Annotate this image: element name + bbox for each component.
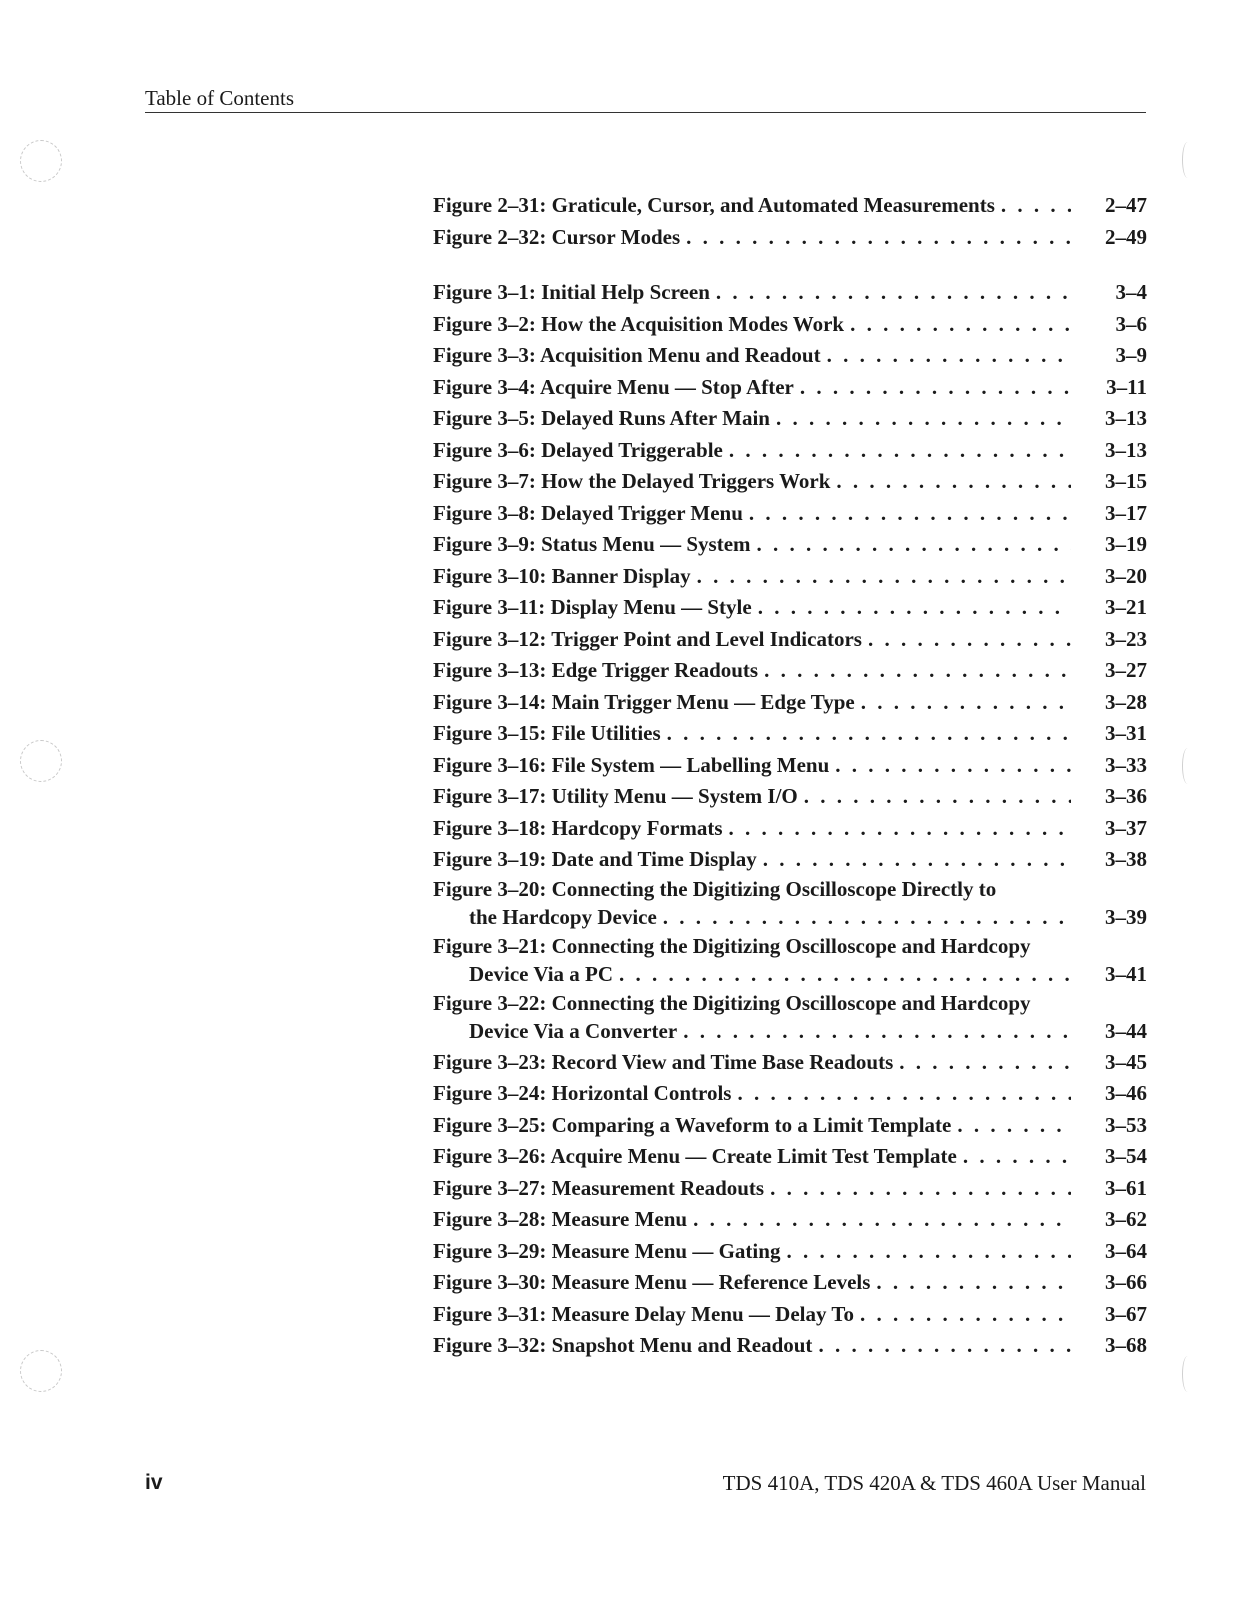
toc-entry-title: Figure 3–4: Acquire Menu — Stop After [433, 374, 794, 399]
toc-entry-multiline [433, 990, 1147, 1047]
dot-leader [758, 592, 1071, 624]
toc-entry-multiline [433, 933, 1147, 990]
dot-leader [835, 750, 1071, 782]
toc-entry-page: 3–44 [1105, 1018, 1147, 1043]
toc-entry-page: 2–49 [1105, 224, 1147, 249]
toc-entry-title: Figure 3–25: Comparing a Waveform to a Limit Template [433, 1112, 952, 1137]
toc-entry-page: 3–38 [1105, 847, 1147, 871]
toc-entry-page: 3–54 [1105, 1144, 1147, 1168]
toc-entry [433, 277, 1147, 309]
toc-entry-title: Figure 3–1: Initial Help Screen [433, 280, 710, 304]
toc-entry-title: Figure 3–3: Acquisition Menu and Readout [433, 343, 821, 367]
toc-entry-page: 3–20 [1105, 563, 1147, 588]
dot-leader [800, 372, 1071, 404]
dot-leader [963, 1141, 1071, 1173]
toc-entry-title: Figure 3–19: Date and Time Display [433, 847, 757, 871]
toc-entry-page: 3–67 [1105, 1301, 1147, 1326]
toc-entry-page: 3–53 [1105, 1112, 1147, 1137]
toc-entry-page: 3–36 [1105, 784, 1147, 808]
edge-mark-middle [1182, 748, 1193, 784]
punch-hole-bottom [20, 1350, 62, 1392]
toc-entry-title: Figure 3–24: Horizontal Controls [433, 1081, 732, 1105]
dot-leader [861, 687, 1071, 719]
dot-leader [957, 1110, 1071, 1142]
toc-entry-page: 3–31 [1105, 721, 1147, 745]
punch-hole-top [20, 140, 62, 182]
toc-entry-page: 3–9 [1115, 343, 1147, 367]
header-rule [145, 112, 1146, 113]
toc-entry-title: Figure 3–14: Main Trigger Menu — Edge Type [433, 689, 855, 714]
toc-entry-page: 3–39 [1105, 904, 1147, 929]
toc-entry-title: Figure 3–2: How the Acquisition Modes Work [433, 311, 845, 336]
toc-entry [433, 222, 1147, 254]
toc-entry [433, 529, 1147, 561]
toc-entry [433, 1299, 1147, 1331]
toc-entry-title-line2: the Hardcopy Device [469, 904, 657, 929]
dot-leader [716, 277, 1071, 309]
dot-leader [683, 1016, 1071, 1047]
toc-entry-title: Figure 3–6: Delayed Triggerable [433, 437, 723, 462]
dot-leader [763, 844, 1071, 876]
toc-entry-page: 3–23 [1105, 626, 1147, 651]
toc-entry-title-line1: Figure 3–21: Connecting the Digitizing Oscilloscope and Hardcopy [433, 933, 1031, 958]
toc-entry-page: 3–62 [1105, 1207, 1147, 1231]
group-gap [433, 253, 1147, 277]
toc-entry-page: 3–41 [1105, 961, 1147, 986]
toc-entry-title: Figure 2–32: Cursor Modes [433, 224, 681, 249]
dot-leader [770, 1173, 1071, 1205]
toc-entry-title: Figure 2–31: Graticule, Cursor, and Automated Measurements [433, 193, 995, 217]
dot-leader [697, 561, 1071, 593]
toc-entry [433, 718, 1147, 750]
dot-leader [804, 781, 1071, 813]
dot-leader [899, 1047, 1071, 1079]
toc-entry [433, 844, 1147, 876]
toc-entry-page: 3–46 [1105, 1081, 1147, 1105]
dot-leader [827, 340, 1071, 372]
toc-entry-page: 3–27 [1105, 658, 1147, 682]
toc-entry [433, 1204, 1147, 1236]
dot-leader [776, 403, 1071, 435]
toc-entry [433, 498, 1147, 530]
edge-mark-top [1182, 142, 1193, 178]
toc-entry-page: 2–47 [1105, 193, 1147, 217]
toc-entry-title-line2: Device Via a PC [469, 961, 614, 986]
toc-entry [433, 1141, 1147, 1173]
dot-leader [836, 466, 1071, 498]
toc-entry-page: 3–13 [1105, 437, 1147, 462]
toc-entry-page: 3–64 [1105, 1238, 1147, 1263]
dot-leader [757, 529, 1071, 561]
toc-entry [433, 1330, 1147, 1362]
toc-entry-title: Figure 3–17: Utility Menu — System I/O [433, 784, 798, 808]
toc-entry-title-line2: Device Via a Converter [469, 1018, 678, 1043]
toc-entry-page: 3–4 [1115, 280, 1147, 304]
toc-group-chapter-3 [433, 277, 1147, 876]
toc-entry [433, 1078, 1147, 1110]
toc-entry-page: 3–66 [1105, 1270, 1147, 1294]
dot-leader [737, 1078, 1071, 1110]
toc-entry-multiline [433, 876, 1147, 933]
toc-entry [433, 309, 1147, 341]
toc-entry [433, 435, 1147, 467]
dot-leader [667, 718, 1071, 750]
toc-entry-title: Figure 3–23: Record View and Time Base Readouts [433, 1049, 894, 1074]
toc-entry [433, 1047, 1147, 1079]
toc-entry-title: Figure 3–31: Measure Delay Menu — Delay To [433, 1301, 854, 1326]
manual-title: TDS 410A, TDS 420A & TDS 460A User Manual [722, 1471, 1146, 1495]
toc-entry-page: 3–61 [1105, 1175, 1147, 1200]
toc-entry [433, 1110, 1147, 1142]
toc-entry [433, 655, 1147, 687]
toc-entry [433, 372, 1147, 404]
dot-leader [693, 1204, 1071, 1236]
toc-entry-title: Figure 3–5: Delayed Runs After Main [433, 406, 770, 430]
toc-entry-title: Figure 3–12: Trigger Point and Level Indicators [433, 626, 862, 651]
toc-entry-page: 3–28 [1105, 689, 1147, 714]
toc-entry-title: Figure 3–29: Measure Menu — Gating [433, 1238, 781, 1263]
toc-entry-title: Figure 3–8: Delayed Trigger Menu [433, 500, 743, 525]
dot-leader [729, 435, 1071, 467]
dot-leader [764, 655, 1071, 687]
toc-entry-title: Figure 3–13: Edge Trigger Readouts [433, 658, 759, 682]
toc-entry-page: 3–21 [1105, 595, 1147, 619]
toc-entry-title: Figure 3–30: Measure Menu — Reference Levels [433, 1270, 871, 1294]
toc-entry [433, 592, 1147, 624]
toc-entry-title: Figure 3–11: Display Menu — Style [433, 595, 752, 619]
toc-entry-page: 3–17 [1105, 500, 1147, 525]
toc-entry-page: 3–68 [1105, 1333, 1147, 1357]
toc-entry [433, 466, 1147, 498]
toc-entry-page: 3–11 [1106, 374, 1147, 399]
toc-entry [433, 813, 1147, 845]
toc-entry [433, 1267, 1147, 1299]
dot-leader [619, 959, 1071, 990]
toc-entry-title: Figure 3–27: Measurement Readouts [433, 1175, 765, 1200]
toc-entry-title-line1: Figure 3–20: Connecting the Digitizing Oscilloscope Directly to [433, 876, 997, 901]
toc-entry-page: 3–45 [1105, 1049, 1147, 1074]
toc-entry [433, 1236, 1147, 1268]
running-head: Table of Contents [145, 86, 294, 110]
toc-entry-title: Figure 3–9: Status Menu — System [433, 532, 751, 556]
toc-entry-title: Figure 3–32: Snapshot Menu and Readout [433, 1333, 813, 1357]
toc-entry [433, 750, 1147, 782]
dot-leader [850, 309, 1071, 341]
dot-leader [729, 813, 1072, 845]
dot-leader [868, 624, 1071, 656]
toc-entry [433, 561, 1147, 593]
toc-entry-title: Figure 3–18: Hardcopy Formats [433, 815, 723, 840]
toc-entry-title-line1: Figure 3–22: Connecting the Digitizing Oscilloscope and Hardcopy [433, 990, 1031, 1015]
toc-group-chapter-2 [433, 190, 1147, 253]
dot-leader [686, 222, 1071, 254]
toc-entry [433, 687, 1147, 719]
toc-entry [433, 624, 1147, 656]
toc-entry [433, 1173, 1147, 1205]
toc-entry-line2 [433, 1016, 1147, 1047]
toc-entry-title: Figure 3–15: File Utilities [433, 721, 661, 745]
toc-entry-title: Figure 3–10: Banner Display [433, 563, 691, 588]
edge-mark-bottom [1182, 1356, 1193, 1392]
toc-entry [433, 190, 1147, 222]
dot-leader [1001, 190, 1071, 222]
toc-entry-line2 [433, 902, 1147, 933]
toc-entry-title: Figure 3–16: File System — Labelling Menu [433, 752, 830, 777]
dot-leader [818, 1330, 1071, 1362]
dot-leader [786, 1236, 1071, 1268]
toc-entry-title: Figure 3–28: Measure Menu [433, 1207, 688, 1231]
toc-entry-page: 3–6 [1115, 311, 1147, 336]
toc-entry-page: 3–15 [1105, 469, 1147, 493]
punch-hole-middle [20, 740, 62, 782]
toc-entry-title: Figure 3–7: How the Delayed Triggers Work [433, 469, 831, 493]
page-number: iv [145, 1471, 163, 1494]
dot-leader [663, 902, 1071, 933]
toc-group-multiline [433, 876, 1147, 1047]
dot-leader [876, 1267, 1071, 1299]
list-of-figures [433, 190, 1147, 1362]
dot-leader [860, 1299, 1071, 1331]
toc-entry [433, 340, 1147, 372]
toc-entry-page: 3–13 [1105, 406, 1147, 430]
toc-entry-page: 3–33 [1105, 752, 1147, 777]
toc-entry-title: Figure 3–26: Acquire Menu — Create Limit Test Template [433, 1144, 957, 1168]
toc-entry [433, 403, 1147, 435]
toc-entry-line2 [433, 959, 1147, 990]
toc-entry-page: 3–19 [1105, 532, 1147, 556]
toc-entry [433, 781, 1147, 813]
dot-leader [749, 498, 1071, 530]
toc-entry-page: 3–37 [1105, 815, 1147, 840]
toc-group-chapter-3-continued [433, 1047, 1147, 1362]
